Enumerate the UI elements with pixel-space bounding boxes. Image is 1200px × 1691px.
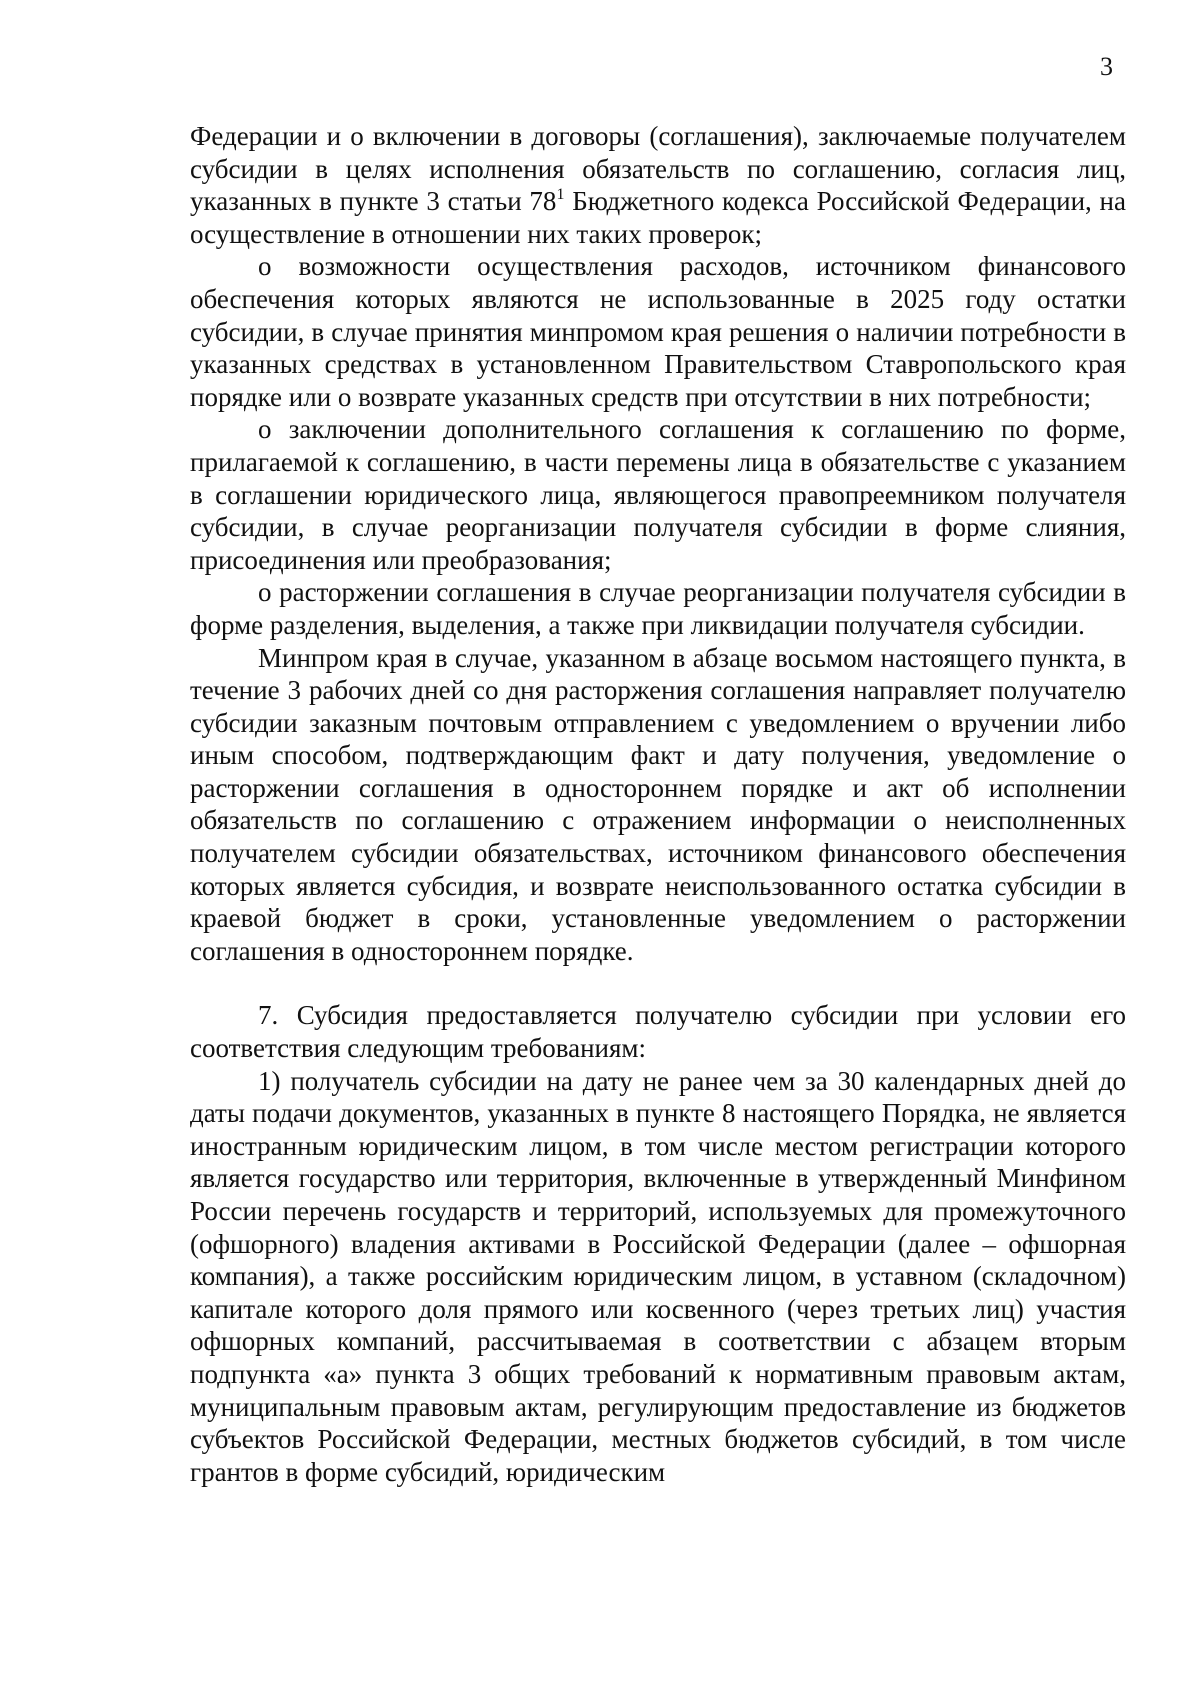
paragraph-termination: о расторжении соглашения в случае реорганизации получателя субсидии в форме разделения, выделения, а также при ликвидации получателя субсидии.: [190, 577, 1126, 640]
paragraph-additional-agreement: о заключении дополнительного соглашения к соглашению по форме, прилагаемой к соглашению, в части перемены лица в обязательстве с указанием в соглашении юридического лица, являющегося правопреемником получателя субсидии, в случае реорганизации получателя субсидии в форме слияния, присоединения или преобразования;: [190, 414, 1126, 575]
paragraph-unused-balances: о возможности осуществления расходов, источником финансового обеспечения которых являются не использованные в 2025 году остатки субсидии, в случае принятия минпромом края решения о наличии потребности в указанных средствах в установленном Правительством Ставропольского края порядке или о возврате указанных средств при отсутствии в них потребности;: [190, 251, 1126, 412]
paragraph-requirement-1: 1) получатель субсидии на дату не ранее чем за 30 календарных дней до даты подачи документов, указанных в пункте 8 настоящего Порядка, не является иностранным юридическим лицом, в том числе местом регистрации которого является государство или территория, включенные в утвержденный Минфином России перечень государств и территорий, используемых для промежуточного (офшорного) владения активами в Российской Федерации (далее – офшорная компания), а также российским юридическим лицом, в уставном (складочном) капитале которого доля прямого или косвенного (через третьих лиц) участия офшорных компаний, рассчитываемая в соответствии с абзацем вторым подпункта «а» пункта 3 общих требований к нормативным правовым актам, муниципальным правовым актам, регулирующим предоставление из бюджетов субъектов Российской Федерации, местных бюджетов субсидий, в том числе грантов в форме субсидий, юридическим: [190, 1065, 1126, 1487]
paragraph-minprom-notice: Минпром края в случае, указанном в абзаце восьмом настоящего пункта, в течение 3 рабочих дней со дня расторжения соглашения направляет получателю субсидии заказным почтовым отправлением с уведомлением о вручении либо иным способом, подтверждающим факт и дату получения, уведомление о расторжении соглашения в одностороннем порядке и акт об исполнении обязательств по соглашению с отражением информации о неисполненных получателем субсидии обязательствах, источником финансового обеспечения которых является субсидия, и возврате неиспользованного остатка субсидии в краевой бюджет в сроки, установленные уведомлением о расторжении соглашения в одностороннем порядке.: [190, 642, 1126, 966]
superscript-footnote: 1: [556, 186, 565, 204]
page-number: 3: [1100, 52, 1113, 81]
document-body: [190, 120, 1126, 1488]
paragraph-text: Бюджетного кодекса Российской Федерации, на осуществление в отношении них таких проверок;: [190, 186, 1126, 249]
section-7-heading: 7. Субсидия предоставляется получателю субсидии при условии его соответствия следующим требованиям:: [190, 1000, 1126, 1064]
paragraph-text: Федерации и о включении в договоры (соглашения), заключаемые получателем субсидии в целях исполнения обязательств по соглашению, согласия лиц, указанных в пункте 3 статьи 78: [190, 121, 1126, 217]
paragraph-continuation: [190, 120, 1126, 250]
